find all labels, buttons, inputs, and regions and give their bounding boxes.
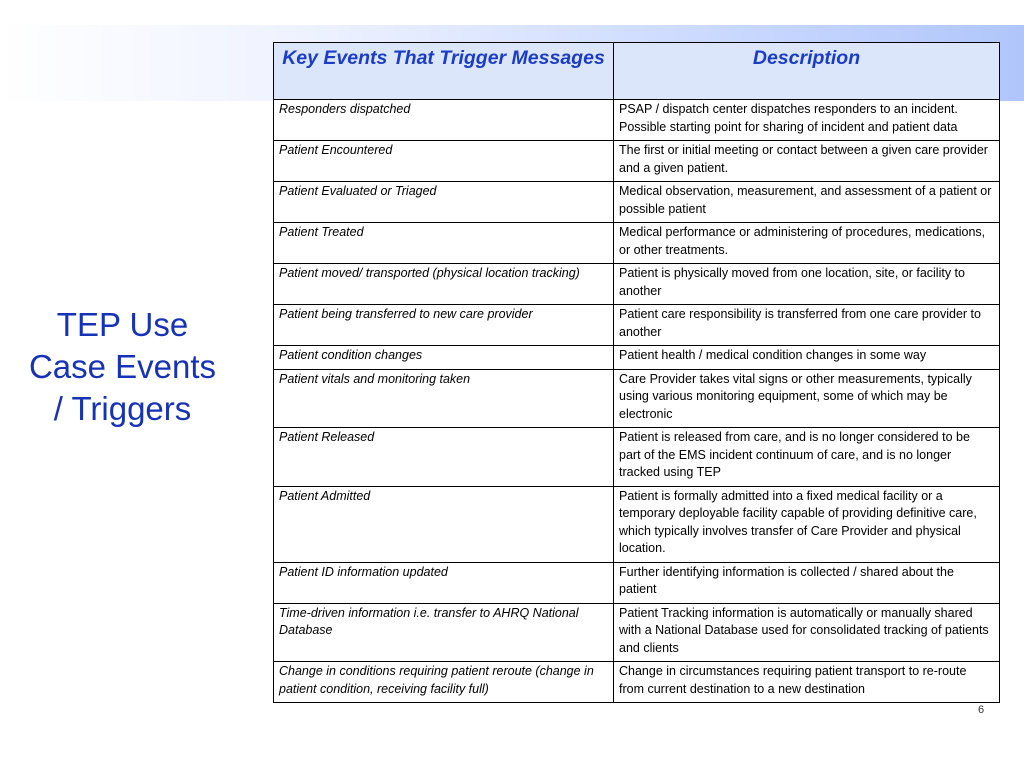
event-cell: Patient Released <box>274 428 614 487</box>
events-table <box>273 42 1000 703</box>
table-body <box>274 100 1000 703</box>
description-cell: Medical observation, measurement, and assessment of a patient or possible patient <box>614 182 1000 223</box>
description-cell: Care Provider takes vital signs or other measurements, typically using various monitoring equipment, some of which may be electronic <box>614 369 1000 428</box>
page-number: 6 <box>978 704 985 716</box>
description-cell: Patient is physically moved from one location, site, or facility to another <box>614 264 1000 305</box>
events-table-container <box>273 42 999 703</box>
event-cell: Patient moved/ transported (physical location tracking) <box>274 264 614 305</box>
description-cell: Patient health / medical condition changes in some way <box>614 346 1000 370</box>
table-row <box>274 141 1000 182</box>
event-cell: Patient ID information updated <box>274 562 614 603</box>
table-header-row <box>274 43 1000 100</box>
table-row <box>274 346 1000 370</box>
description-cell: Change in circumstances requiring patient transport to re-route from current destination to a new destination <box>614 662 1000 703</box>
description-cell: Patient is formally admitted into a fixed medical facility or a temporary deployable facility capable of providing definitive care, which typically involves transfer of Care Provider and physical location. <box>614 486 1000 562</box>
table-row <box>274 182 1000 223</box>
table-row <box>274 603 1000 662</box>
event-cell: Patient Treated <box>274 223 614 264</box>
table-row <box>274 562 1000 603</box>
event-cell: Patient vitals and monitoring taken <box>274 369 614 428</box>
description-cell: Further identifying information is collected / shared about the patient <box>614 562 1000 603</box>
event-cell: Time-driven information i.e. transfer to AHRQ National Database <box>274 603 614 662</box>
event-cell: Patient being transferred to new care provider <box>274 305 614 346</box>
slide-title-line: / Triggers <box>53 390 192 427</box>
event-cell: Patient Admitted <box>274 486 614 562</box>
slide-title-line: TEP Use <box>56 306 189 343</box>
description-cell: Medical performance or administering of procedures, medications, or other treatments. <box>614 223 1000 264</box>
event-cell: Patient condition changes <box>274 346 614 370</box>
column-header-events: Key Events That Trigger Messages <box>274 43 614 100</box>
event-cell: Patient Evaluated or Triaged <box>274 182 614 223</box>
table-row <box>274 662 1000 703</box>
description-cell: Patient Tracking information is automatically or manually shared with a National Database used for consolidated tracking of patients and clients <box>614 603 1000 662</box>
table-row <box>274 369 1000 428</box>
description-cell: The first or initial meeting or contact between a given care provider and a given patient. <box>614 141 1000 182</box>
event-cell: Patient Encountered <box>274 141 614 182</box>
table-row <box>274 486 1000 562</box>
slide-title <box>0 304 245 430</box>
description-cell: Patient care responsibility is transferred from one care provider to another <box>614 305 1000 346</box>
column-header-description: Description <box>614 43 1000 100</box>
event-cell: Change in conditions requiring patient reroute (change in patient condition, receiving facility full) <box>274 662 614 703</box>
table-row <box>274 305 1000 346</box>
description-cell: PSAP / dispatch center dispatches responders to an incident. Possible starting point for sharing of incident and patient data <box>614 100 1000 141</box>
description-cell: Patient is released from care, and is no longer considered to be part of the EMS incident continuum of care, and is no longer tracked using TEP <box>614 428 1000 487</box>
slide-title-line: Case Events <box>28 348 217 385</box>
event-cell: Responders dispatched <box>274 100 614 141</box>
table-row <box>274 264 1000 305</box>
table-row <box>274 100 1000 141</box>
table-row <box>274 428 1000 487</box>
table-row <box>274 223 1000 264</box>
